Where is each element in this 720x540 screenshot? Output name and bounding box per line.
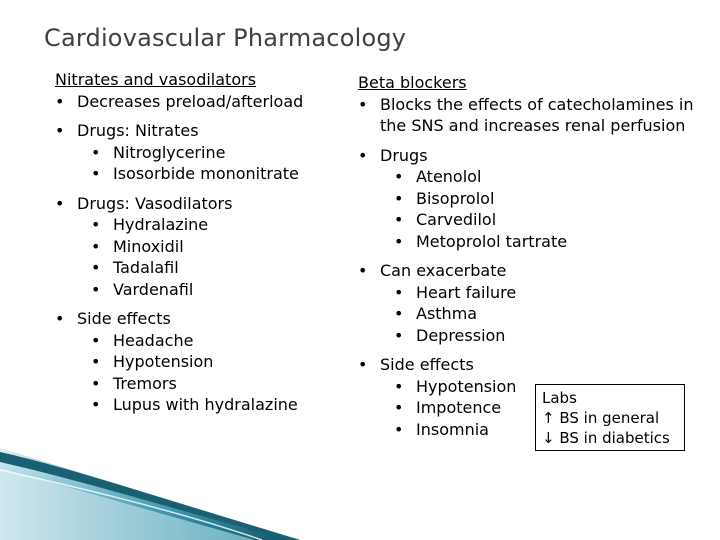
sub-bullet-hypotension [55, 351, 345, 373]
sub-bullet-lupus [55, 394, 345, 416]
sub-bullet-text: Metoprolol tartrate [416, 231, 568, 251]
bullet-dot: • [358, 145, 368, 165]
sub-bullet-atenolol [358, 166, 708, 188]
sub-bullet-text: Minoxidil [113, 236, 184, 256]
bullet-text: Drugs: Nitrates [77, 121, 199, 140]
nitrates-vasodilators-heading: Nitrates and vasodilators [55, 70, 257, 89]
sub-bullet-text: Vardenafil [113, 279, 194, 299]
bullet-text: Drugs [380, 145, 428, 165]
bullet-drugs [358, 145, 708, 167]
beta-blockers-heading: Beta blockers [358, 73, 467, 92]
sub-bullet-bisoprolol [358, 188, 708, 210]
sub-bullet-text: Hypotension [113, 352, 214, 371]
sub-bullet-dot: • [394, 210, 404, 229]
bullet-dot: • [358, 261, 368, 280]
sub-bullet-text: Atenolol [416, 167, 482, 186]
sub-bullet-text: Depression [416, 325, 506, 345]
bullet-text: Blocks the effects of catecholamines in the SNS and increases renal perfusion [380, 94, 694, 135]
bullet-text: Drugs: Vasodilators [77, 193, 233, 213]
sub-bullet-dot: • [394, 325, 404, 345]
sub-bullet-carvedilol [358, 209, 708, 231]
bullet-text: Can exacerbate [380, 261, 507, 280]
sub-bullet-tadalafil [55, 257, 345, 279]
sub-bullet-text: Lupus with hydralazine [113, 395, 298, 414]
sub-bullet-dot: • [394, 419, 404, 439]
bullet-drugs-vasodilators [55, 193, 345, 215]
sub-bullet-dot: • [394, 304, 404, 323]
sub-bullet-text: Asthma [416, 304, 478, 323]
bullet-text: Side effects [77, 309, 171, 328]
sub-bullet-text: Nitroglycerine [113, 142, 226, 162]
sub-bullet-dot: • [91, 279, 101, 299]
sub-bullet-dot: • [394, 167, 404, 186]
bullet-dot: • [358, 355, 368, 374]
bullet-side-effects-beta [358, 354, 708, 376]
sub-bullet-isosorbide [55, 163, 345, 185]
bullet-side-effects [55, 308, 345, 330]
sub-bullet-text: Tremors [113, 373, 177, 393]
sub-bullet-dot: • [91, 330, 101, 350]
sub-bullet-hydralazine [55, 214, 345, 236]
sub-bullet-dot: • [91, 215, 101, 234]
labs-line-general: ↑ BS in general [542, 409, 660, 427]
sub-bullet-dot: • [394, 376, 404, 396]
bullet-preload [55, 91, 345, 113]
sub-bullet-dot: • [394, 231, 404, 251]
labs-line-diabetics: ↓ BS in diabetics [542, 429, 670, 447]
sub-bullet-headache [55, 330, 345, 352]
sub-bullet-dot: • [91, 352, 101, 371]
labs-title: Labs [542, 389, 577, 407]
bullet-dot: • [358, 94, 368, 114]
sub-bullet-dot: • [91, 258, 101, 277]
sub-bullet-tremors [55, 373, 345, 395]
sub-bullet-text: Insomnia [416, 419, 489, 439]
bullet-drugs-nitrates [55, 120, 345, 142]
bullet-dot: • [55, 193, 65, 213]
sub-bullet-text: Headache [113, 330, 194, 350]
bullet-text: Side effects [380, 355, 474, 374]
bullet-text: Decreases preload/afterload [77, 91, 304, 111]
wave-highlight-line [0, 470, 262, 540]
sub-bullet-dot: • [91, 142, 101, 162]
sub-bullet-dot: • [91, 164, 101, 183]
wave-band-light [0, 458, 300, 540]
sub-bullet-dot: • [394, 188, 404, 208]
sub-bullet-text: Bisoprolol [416, 188, 495, 208]
sub-bullet-minoxidil [55, 236, 345, 258]
sub-bullet-heart-failure [358, 282, 708, 304]
labs-box [535, 384, 685, 451]
bullet-dot: • [55, 309, 65, 328]
sub-bullet-dot: • [91, 373, 101, 393]
sub-bullet-depression [358, 325, 708, 347]
wave-band-main [0, 448, 300, 540]
bullet-dot: • [55, 91, 65, 111]
sub-bullet-text: Heart failure [416, 282, 517, 302]
wave-band-dark [0, 452, 300, 540]
sub-bullet-dot: • [394, 398, 404, 417]
sub-bullet-text: Hypotension [416, 376, 517, 396]
sub-bullet-text: Isosorbide mononitrate [113, 164, 299, 183]
sub-bullet-asthma [358, 303, 708, 325]
sub-bullet-dot: • [91, 395, 101, 414]
sub-bullet-dot: • [394, 282, 404, 302]
sub-bullet-dot: • [91, 236, 101, 256]
slide-title: Cardiovascular Pharmacology [44, 24, 407, 52]
sub-bullet-text: Carvedilol [416, 210, 497, 229]
sub-bullet-text: Hydralazine [113, 215, 209, 234]
bullet-blocks-catecholamines [358, 94, 708, 137]
sub-bullet-text: Tadalafil [113, 258, 179, 277]
bullet-dot: • [55, 121, 65, 140]
bullet-can-exacerbate [358, 260, 708, 282]
sub-bullet-text: Impotence [416, 398, 502, 417]
sub-bullet-metoprolol [358, 231, 708, 253]
sub-bullet-nitroglycerine [55, 142, 345, 164]
sub-bullet-vardenafil [55, 279, 345, 301]
nitrates-vasodilators-column [55, 69, 345, 416]
